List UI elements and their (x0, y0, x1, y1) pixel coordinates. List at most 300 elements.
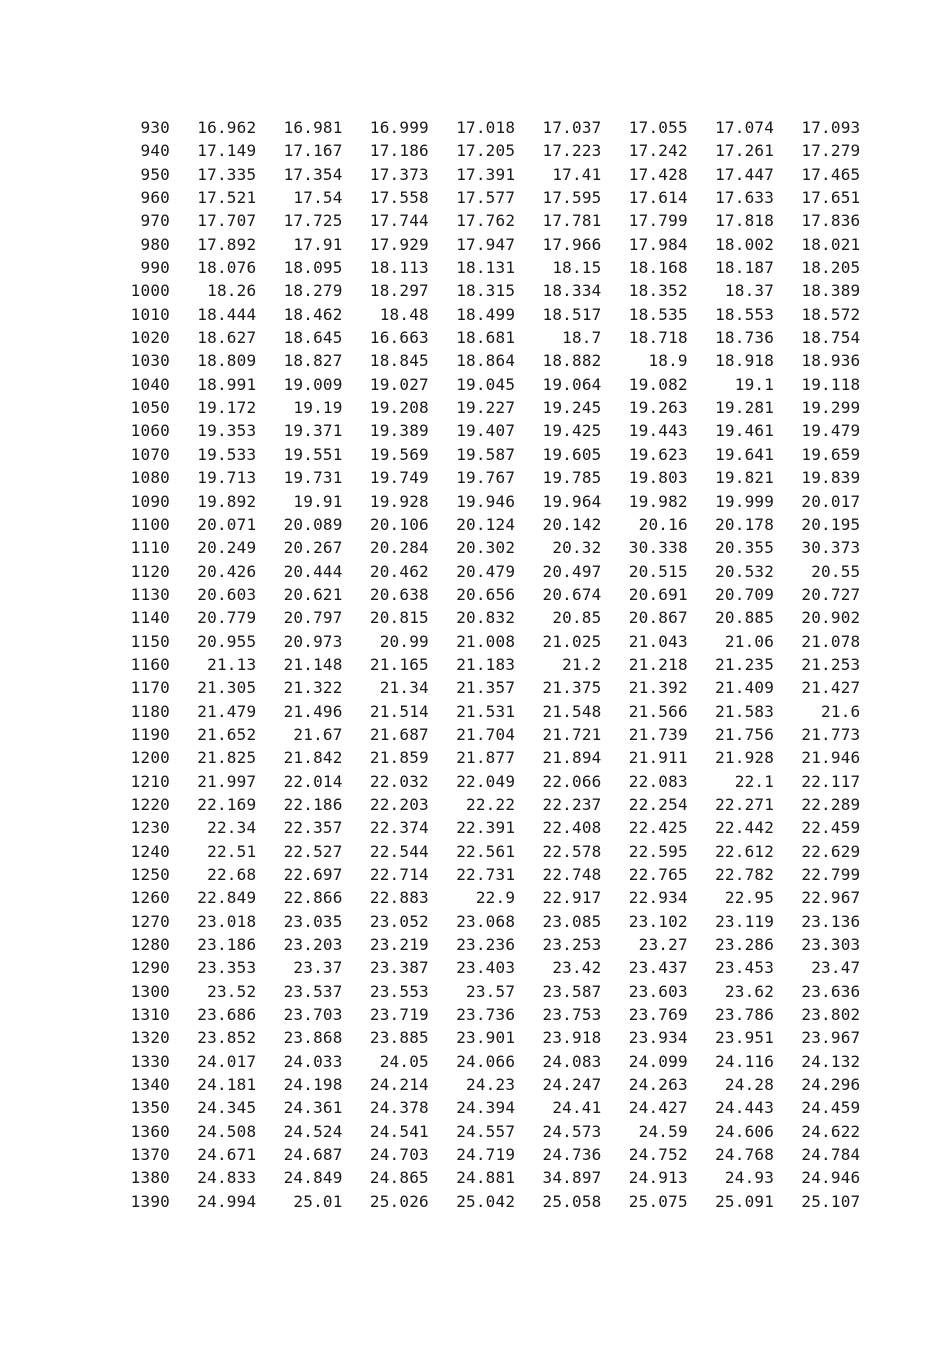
value-cell: 21.773 (801, 724, 861, 744)
value-cell: 24.017 (197, 1051, 257, 1071)
value-cell: 19.928 (369, 491, 429, 511)
value-cell: 21.6 (821, 701, 861, 721)
value-cell: 22.917 (542, 888, 602, 908)
value-cell: 18.076 (197, 258, 257, 278)
value-cell: 17.725 (283, 211, 343, 231)
row-key-cell: 1160 (130, 654, 170, 674)
value-cell: 17.984 (628, 234, 688, 254)
value-cell: 24.606 (715, 1121, 775, 1141)
value-cell: 21.928 (715, 748, 775, 768)
value-cell: 22.203 (369, 794, 429, 814)
row-key-cell: 1380 (130, 1168, 170, 1188)
value-cell: 20.797 (283, 608, 343, 628)
value-cell: 24.768 (715, 1145, 775, 1165)
row-key-cell: 1010 (130, 304, 170, 324)
value-cell: 24.752 (628, 1145, 688, 1165)
value-cell: 20.973 (283, 631, 343, 651)
value-cell: 22.748 (542, 865, 602, 884)
value-cell: 19.839 (801, 468, 861, 488)
table-row (108, 793, 860, 816)
value-cell: 23.753 (542, 1005, 602, 1025)
row-key-cell: 950 (140, 164, 170, 184)
value-cell: 24.736 (542, 1145, 602, 1165)
value-cell: 24.719 (456, 1145, 516, 1165)
value-cell: 19.659 (801, 444, 861, 464)
value-cell: 22.425 (628, 818, 688, 838)
table-row (108, 490, 860, 513)
value-cell: 16.962 (197, 118, 257, 137)
value-cell: 23.42 (552, 958, 602, 978)
value-cell: 21.479 (197, 701, 257, 721)
value-cell: 21.566 (628, 701, 688, 721)
value-cell: 21.2 (562, 654, 602, 674)
row-key-cell: 1210 (130, 771, 170, 791)
value-cell: 30.373 (801, 538, 861, 558)
row-key-cell: 1250 (130, 865, 170, 884)
value-cell: 18.627 (197, 328, 257, 348)
value-cell: 24.994 (197, 1191, 257, 1211)
value-cell: 23.587 (542, 981, 602, 1001)
row-key-cell: 1000 (130, 281, 170, 301)
table-row (108, 606, 860, 629)
table-row (108, 840, 860, 863)
row-key-cell: 940 (140, 141, 170, 161)
value-cell: 24.622 (801, 1121, 861, 1141)
value-cell: 34.897 (542, 1168, 602, 1188)
row-key-cell: 1070 (130, 444, 170, 464)
value-cell: 23.686 (197, 1005, 257, 1025)
table-row (108, 303, 860, 326)
value-cell: 17.966 (542, 234, 602, 254)
value-cell: 22.849 (197, 888, 257, 908)
table-row (108, 1073, 860, 1096)
value-cell: 23.453 (715, 958, 775, 978)
value-cell: 20.444 (283, 561, 343, 581)
value-cell: 20.017 (801, 491, 861, 511)
table-row (108, 1050, 860, 1073)
value-cell: 23.951 (715, 1028, 775, 1048)
value-cell: 24.865 (369, 1168, 429, 1188)
value-cell: 18.279 (283, 281, 343, 301)
value-cell: 18.48 (379, 304, 429, 324)
value-cell: 20.621 (283, 584, 343, 604)
value-cell: 20.106 (369, 514, 429, 534)
table-row (108, 536, 860, 559)
row-key-cell: 1330 (130, 1051, 170, 1071)
value-cell: 17.093 (801, 118, 861, 137)
value-cell: 23.119 (715, 911, 775, 931)
table-row (108, 910, 860, 933)
value-cell: 20.142 (542, 514, 602, 534)
value-cell: 19.443 (628, 421, 688, 441)
value-cell: 21.687 (369, 724, 429, 744)
value-cell: 18.918 (715, 351, 775, 371)
value-cell: 24.524 (283, 1121, 343, 1141)
value-cell: 23.068 (456, 911, 516, 931)
value-cell: 16.999 (369, 118, 429, 137)
value-cell: 21.392 (628, 678, 688, 698)
value-cell: 20.85 (552, 608, 602, 628)
value-cell: 17.354 (283, 164, 343, 184)
value-cell: 23.52 (207, 981, 257, 1001)
value-cell: 19.533 (197, 444, 257, 464)
value-cell: 21.946 (801, 748, 861, 768)
value-cell: 23.736 (456, 1005, 516, 1025)
value-cell: 20.691 (628, 584, 688, 604)
value-cell: 24.296 (801, 1075, 861, 1095)
value-cell: 24.784 (801, 1145, 861, 1165)
row-key-cell: 1320 (130, 1028, 170, 1048)
value-cell: 22.95 (724, 888, 775, 908)
value-cell: 23.186 (197, 935, 257, 955)
value-cell: 24.23 (466, 1075, 516, 1095)
value-cell: 19.263 (628, 398, 688, 418)
value-cell: 23.203 (283, 935, 343, 955)
value-cell: 23.553 (369, 981, 429, 1001)
value-cell: 20.603 (197, 584, 257, 604)
table-row (108, 443, 860, 466)
value-cell: 20.515 (628, 561, 688, 581)
value-cell: 20.832 (456, 608, 516, 628)
table-row (108, 886, 860, 909)
value-cell: 20.779 (197, 608, 257, 628)
value-cell: 22.612 (715, 841, 775, 861)
value-cell: 17.558 (369, 188, 429, 208)
value-cell: 22.51 (207, 841, 257, 861)
value-cell: 21.375 (542, 678, 602, 698)
table-row (108, 583, 860, 606)
row-key-cell: 1050 (130, 398, 170, 418)
value-cell: 17.205 (456, 141, 516, 161)
row-key-cell: 1130 (130, 584, 170, 604)
value-cell: 20.302 (456, 538, 516, 558)
value-cell: 22.629 (801, 841, 861, 861)
value-cell: 21.652 (197, 724, 257, 744)
row-key-cell: 1140 (130, 608, 170, 628)
value-cell: 18.002 (715, 234, 775, 254)
value-cell: 20.355 (715, 538, 775, 558)
value-cell: 19.803 (628, 468, 688, 488)
value-cell: 17.54 (293, 188, 343, 208)
value-cell: 23.868 (283, 1028, 343, 1048)
value-cell: 19.946 (456, 491, 516, 511)
value-cell: 18.845 (369, 351, 429, 371)
value-cell: 23.62 (724, 981, 775, 1001)
value-cell: 20.479 (456, 561, 516, 581)
row-key-cell: 1030 (130, 351, 170, 371)
value-cell: 23.27 (638, 935, 688, 955)
value-cell: 21.496 (283, 701, 343, 721)
value-table (108, 116, 860, 1213)
value-cell: 21.514 (369, 701, 429, 721)
value-cell: 23.102 (628, 911, 688, 931)
table-row (108, 116, 860, 139)
value-cell: 22.731 (456, 865, 516, 884)
value-cell: 19.19 (293, 398, 343, 418)
table-row (108, 700, 860, 723)
value-cell: 21.235 (715, 654, 775, 674)
value-cell: 23.901 (456, 1028, 516, 1048)
value-cell: 19.785 (542, 468, 602, 488)
value-cell: 21.721 (542, 724, 602, 744)
value-table-body (108, 116, 860, 1213)
row-key-cell: 1220 (130, 794, 170, 814)
table-row (108, 349, 860, 372)
value-cell: 20.16 (638, 514, 688, 534)
value-cell: 23.57 (466, 981, 516, 1001)
table-row (108, 466, 860, 489)
value-cell: 18.15 (552, 258, 602, 278)
value-cell: 20.867 (628, 608, 688, 628)
value-cell: 23.719 (369, 1005, 429, 1025)
value-cell: 19.821 (715, 468, 775, 488)
value-cell: 21.357 (456, 678, 516, 698)
value-cell: 17.465 (801, 164, 861, 184)
table-row (108, 1120, 860, 1143)
value-cell: 23.967 (801, 1028, 861, 1048)
value-cell: 19.587 (456, 444, 516, 464)
value-cell: 23.303 (801, 935, 861, 955)
value-cell: 20.284 (369, 538, 429, 558)
value-cell: 21.911 (628, 748, 688, 768)
value-cell: 19.1 (734, 374, 775, 394)
value-cell: 19.281 (715, 398, 775, 418)
table-row (108, 933, 860, 956)
table-row (108, 513, 860, 536)
value-cell: 24.41 (552, 1098, 602, 1118)
value-cell: 23.852 (197, 1028, 257, 1048)
value-cell: 21.583 (715, 701, 775, 721)
value-cell: 19.605 (542, 444, 602, 464)
value-cell: 17.186 (369, 141, 429, 161)
value-cell: 18.864 (456, 351, 516, 371)
value-cell: 19.623 (628, 444, 688, 464)
value-cell: 24.557 (456, 1121, 516, 1141)
value-cell: 22.934 (628, 888, 688, 908)
value-cell: 24.083 (542, 1051, 602, 1071)
value-cell: 22.032 (369, 771, 429, 791)
row-key-cell: 990 (140, 258, 170, 278)
row-key-cell: 1240 (130, 841, 170, 861)
value-cell: 21.739 (628, 724, 688, 744)
table-row (108, 233, 860, 256)
value-cell: 22.357 (283, 818, 343, 838)
value-cell: 25.107 (801, 1191, 861, 1211)
value-cell: 20.462 (369, 561, 429, 581)
value-cell: 19.009 (283, 374, 343, 394)
table-row (108, 980, 860, 1003)
table-row (108, 770, 860, 793)
value-cell: 20.267 (283, 538, 343, 558)
value-cell: 17.223 (542, 141, 602, 161)
value-cell: 20.532 (715, 561, 775, 581)
value-cell: 18.553 (715, 304, 775, 324)
value-cell: 24.671 (197, 1145, 257, 1165)
value-cell: 19.172 (197, 398, 257, 418)
value-cell: 25.058 (542, 1191, 602, 1211)
value-cell: 23.703 (283, 1005, 343, 1025)
row-key-cell: 1110 (130, 538, 170, 558)
value-cell: 22.186 (283, 794, 343, 814)
value-cell: 23.885 (369, 1028, 429, 1048)
table-row (108, 373, 860, 396)
value-cell: 17.744 (369, 211, 429, 231)
value-cell: 25.042 (456, 1191, 516, 1211)
value-cell: 22.049 (456, 771, 516, 791)
value-cell: 20.426 (197, 561, 257, 581)
table-row (108, 863, 860, 886)
row-key-cell: 1310 (130, 1005, 170, 1025)
value-cell: 21.409 (715, 678, 775, 698)
value-cell: 19.767 (456, 468, 516, 488)
value-cell: 16.663 (369, 328, 429, 348)
value-cell: 19.082 (628, 374, 688, 394)
value-cell: 21.078 (801, 631, 861, 651)
row-key-cell: 1100 (130, 514, 170, 534)
row-key-cell: 1060 (130, 421, 170, 441)
row-key-cell: 1340 (130, 1075, 170, 1095)
table-row (108, 1026, 860, 1049)
value-cell: 22.595 (628, 841, 688, 861)
value-cell: 23.286 (715, 935, 775, 955)
value-cell: 18.352 (628, 281, 688, 301)
value-cell: 16.981 (283, 118, 343, 137)
value-cell: 19.299 (801, 398, 861, 418)
value-cell: 21.842 (283, 748, 343, 768)
value-cell: 24.066 (456, 1051, 516, 1071)
value-cell: 23.537 (283, 981, 343, 1001)
value-cell: 17.279 (801, 141, 861, 161)
table-row (108, 723, 860, 746)
value-cell: 22.765 (628, 865, 688, 884)
value-cell: 18.809 (197, 351, 257, 371)
value-cell: 24.198 (283, 1075, 343, 1095)
value-cell: 20.124 (456, 514, 516, 534)
table-row (108, 279, 860, 302)
value-cell: 24.703 (369, 1145, 429, 1165)
value-cell: 24.132 (801, 1051, 861, 1071)
value-cell: 23.035 (283, 911, 343, 931)
value-cell: 21.043 (628, 631, 688, 651)
value-cell: 18.389 (801, 281, 861, 301)
value-cell: 22.391 (456, 818, 516, 838)
row-key-cell: 1180 (130, 701, 170, 721)
value-cell: 21.67 (293, 724, 343, 744)
value-cell: 18.681 (456, 328, 516, 348)
row-key-cell: 1120 (130, 561, 170, 581)
table-row (108, 163, 860, 186)
value-cell: 18.517 (542, 304, 602, 324)
value-cell: 18.718 (628, 328, 688, 348)
value-cell: 18.26 (207, 281, 257, 301)
value-cell: 24.946 (801, 1168, 861, 1188)
value-cell: 24.93 (724, 1168, 775, 1188)
value-cell: 23.37 (293, 958, 343, 978)
value-cell: 24.833 (197, 1168, 257, 1188)
value-cell: 18.297 (369, 281, 429, 301)
value-cell: 24.033 (283, 1051, 343, 1071)
value-cell: 23.219 (369, 935, 429, 955)
value-cell: 22.561 (456, 841, 516, 861)
value-cell: 18.168 (628, 258, 688, 278)
value-cell: 24.59 (638, 1121, 688, 1141)
value-cell: 20.709 (715, 584, 775, 604)
value-cell: 17.614 (628, 188, 688, 208)
value-cell: 22.782 (715, 865, 775, 884)
value-cell: 21.183 (456, 654, 516, 674)
value-cell: 22.527 (283, 841, 343, 861)
value-cell: 19.425 (542, 421, 602, 441)
value-cell: 22.459 (801, 818, 861, 838)
table-row (108, 956, 860, 979)
value-cell: 18.7 (562, 328, 602, 348)
value-cell: 19.964 (542, 491, 602, 511)
value-cell: 23.47 (811, 958, 861, 978)
row-key-cell: 980 (140, 234, 170, 254)
value-cell: 17.447 (715, 164, 775, 184)
value-cell: 18.572 (801, 304, 861, 324)
row-key-cell: 1200 (130, 748, 170, 768)
value-cell: 23.253 (542, 935, 602, 955)
value-cell: 21.427 (801, 678, 861, 698)
value-cell: 23.636 (801, 981, 861, 1001)
value-cell: 17.595 (542, 188, 602, 208)
value-cell: 18.991 (197, 374, 257, 394)
value-cell: 21.165 (369, 654, 429, 674)
value-cell: 18.334 (542, 281, 602, 301)
value-cell: 22.866 (283, 888, 343, 908)
value-cell: 20.32 (552, 538, 602, 558)
table-row (108, 560, 860, 583)
value-cell: 22.967 (801, 888, 861, 908)
value-cell: 20.674 (542, 584, 602, 604)
value-cell: 21.218 (628, 654, 688, 674)
value-cell: 23.387 (369, 958, 429, 978)
value-cell: 21.997 (197, 771, 257, 791)
value-cell: 17.149 (197, 141, 257, 161)
value-cell: 17.018 (456, 118, 516, 137)
value-cell: 23.769 (628, 1005, 688, 1025)
row-key-cell: 960 (140, 188, 170, 208)
value-cell: 17.037 (542, 118, 602, 137)
value-cell: 18.827 (283, 351, 343, 371)
table-row (108, 653, 860, 676)
value-cell: 20.885 (715, 608, 775, 628)
value-cell: 19.245 (542, 398, 602, 418)
value-cell: 19.208 (369, 398, 429, 418)
value-cell: 18.882 (542, 351, 602, 371)
value-cell: 20.089 (283, 514, 343, 534)
row-key-cell: 1270 (130, 911, 170, 931)
value-cell: 20.195 (801, 514, 861, 534)
value-cell: 22.714 (369, 865, 429, 884)
row-key-cell: 1090 (130, 491, 170, 511)
value-cell: 20.727 (801, 584, 861, 604)
value-cell: 21.008 (456, 631, 516, 651)
value-cell: 20.638 (369, 584, 429, 604)
value-cell: 24.361 (283, 1098, 343, 1118)
value-cell: 17.521 (197, 188, 257, 208)
value-cell: 19.064 (542, 374, 602, 394)
value-cell: 19.999 (715, 491, 775, 511)
value-cell: 24.247 (542, 1075, 602, 1095)
value-cell: 23.236 (456, 935, 516, 955)
value-cell: 22.117 (801, 771, 861, 791)
row-key-cell: 1290 (130, 958, 170, 978)
row-key-cell: 1020 (130, 328, 170, 348)
value-cell: 21.253 (801, 654, 861, 674)
value-cell: 18.499 (456, 304, 516, 324)
